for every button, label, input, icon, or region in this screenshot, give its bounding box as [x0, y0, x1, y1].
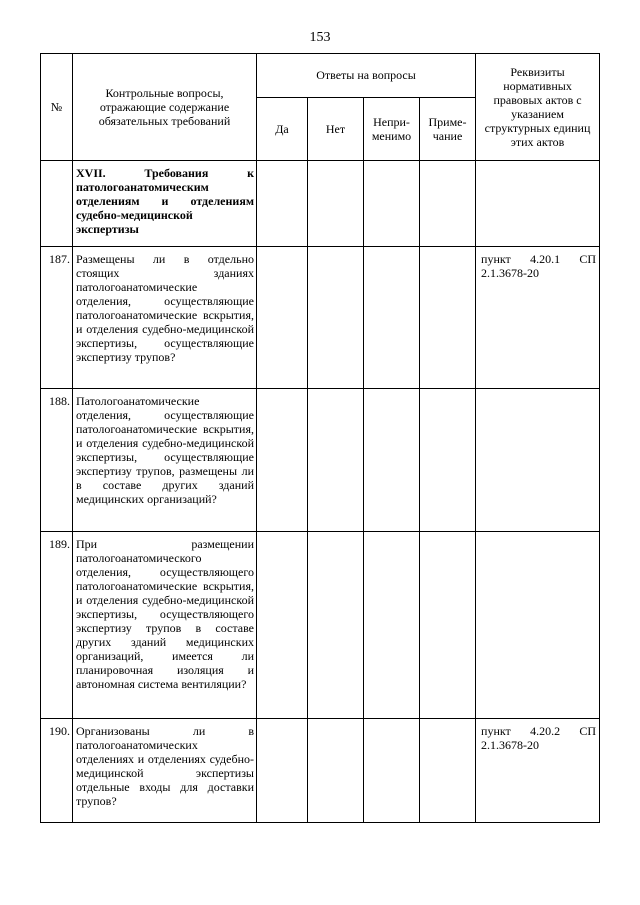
section-heading: XVII. Требования к патологоанатомическим отделениям и отделениям судебно-медицинской экспертизы: [73, 161, 257, 247]
reference-code: 2.1.3678-20: [481, 738, 540, 752]
answer-not-applicable-cell[interactable]: [364, 719, 420, 823]
header-no: Нет: [308, 98, 364, 161]
answer-yes-cell[interactable]: [257, 161, 308, 247]
reference-cell: [476, 389, 600, 532]
table-row: [41, 532, 600, 719]
header-note: Приме- чание: [420, 98, 476, 161]
answer-yes-cell[interactable]: [257, 389, 308, 532]
question-text: При размещении патологоанатомического отделения, осуществляющего патологоанатомические вскрытия, и отделения судебно-медицинской экспертизы, осуществляющего экспертизу трупов в составе других зданий медицинских организаций, имеется ли планировочная изоляция и автономная система вентиляции?: [73, 532, 257, 719]
question-text: Патологоанатомические отделения, осуществляющие патологоанатомические вскрытия, и отделения судебно-медицинской экспертизы, осуществляющие экспертизу трупов, размещены ли в составе других зданий медицинских организаций?: [73, 389, 257, 532]
reference-word: пункт: [481, 252, 511, 266]
note-cell[interactable]: [420, 247, 476, 389]
table-row: [41, 247, 600, 389]
note-cell[interactable]: [420, 161, 476, 247]
header-references: Реквизиты нормативных правовых актов с указанием структурных единиц этих актов: [476, 54, 600, 161]
header-not-applicable: Непри- менимо: [364, 98, 420, 161]
header-question: Контрольные вопросы, отражающие содержание обязательных требований: [73, 54, 257, 161]
reference-word: 4.20.2: [530, 724, 561, 738]
answer-no-cell[interactable]: [308, 532, 364, 719]
answer-not-applicable-cell[interactable]: [364, 161, 420, 247]
checklist-table: [40, 53, 600, 823]
row-number: 188.: [41, 389, 73, 532]
answer-yes-cell[interactable]: [257, 532, 308, 719]
reference-word: пункт: [481, 724, 511, 738]
answer-not-applicable-cell[interactable]: [364, 247, 420, 389]
answer-no-cell[interactable]: [308, 719, 364, 823]
row-number: 190.: [41, 719, 73, 823]
row-number: 187.: [41, 247, 73, 389]
note-cell[interactable]: [420, 389, 476, 532]
header-answers: Ответы на вопросы: [257, 54, 476, 98]
reference-line: [481, 724, 596, 738]
row-number: [41, 161, 73, 247]
reference-cell: [476, 532, 600, 719]
question-text: Организованы ли в патологоанатомических отделениях и отделениях судебно-медицинской экспертизы отдельные входы для доставки трупов?: [73, 719, 257, 823]
row-number: 189.: [41, 532, 73, 719]
reference-cell: [476, 161, 600, 247]
header-yes: Да: [257, 98, 308, 161]
answer-yes-cell[interactable]: [257, 719, 308, 823]
reference-word: СП: [579, 252, 597, 266]
reference-cell: [476, 719, 600, 823]
reference-cell: [476, 247, 600, 389]
answer-yes-cell[interactable]: [257, 247, 308, 389]
header-number: №: [41, 54, 73, 161]
answer-no-cell[interactable]: [308, 247, 364, 389]
table-row: [41, 389, 600, 532]
page-number: 153: [309, 30, 331, 45]
answer-no-cell[interactable]: [308, 389, 364, 532]
note-cell[interactable]: [420, 719, 476, 823]
answer-no-cell[interactable]: [308, 161, 364, 247]
reference-word: СП: [579, 724, 597, 738]
reference-word: 4.20.1: [530, 252, 561, 266]
question-text: Размещены ли в отдельно стоящих зданиях патологоанатомические отделения, осуществляющие патологоанатомические вскрытия, и отделения судебно-медицинской экспертизы, осуществляющие экспертизу трупов?: [73, 247, 257, 389]
table-row: [41, 161, 600, 247]
table-row: [41, 719, 600, 823]
answer-not-applicable-cell[interactable]: [364, 389, 420, 532]
note-cell[interactable]: [420, 532, 476, 719]
answer-not-applicable-cell[interactable]: [364, 532, 420, 719]
reference-line: [481, 252, 596, 266]
reference-code: 2.1.3678-20: [481, 266, 540, 280]
